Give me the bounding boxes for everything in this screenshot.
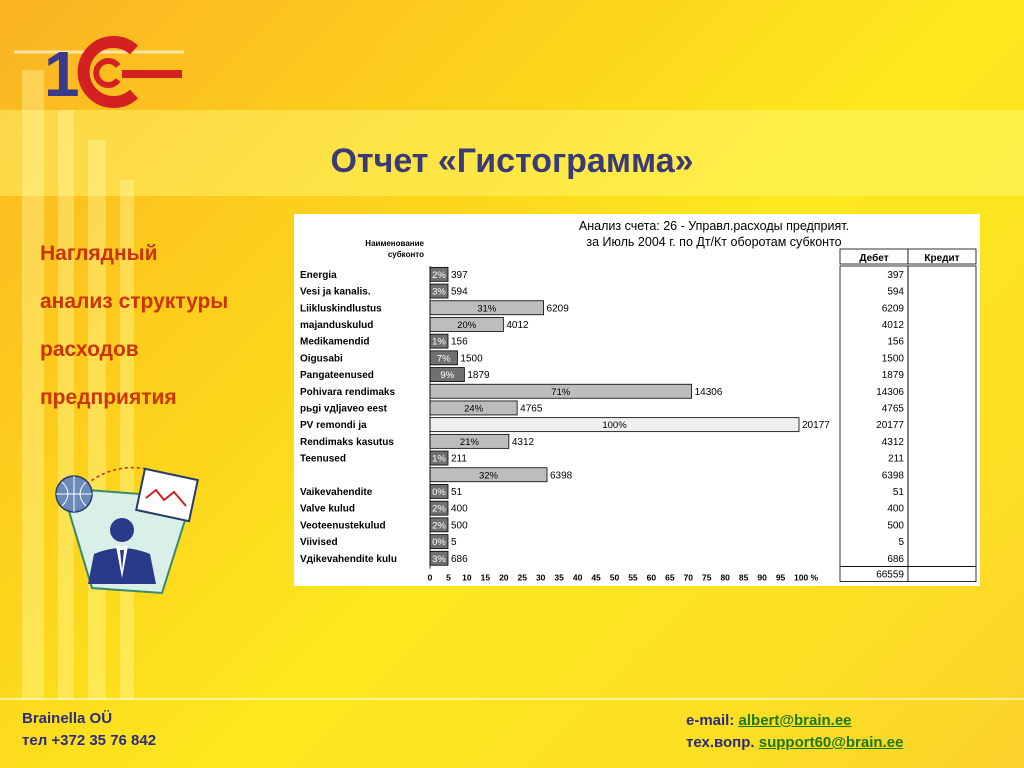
x-tick-label: 70 xyxy=(683,572,694,583)
debit-value: 20177 xyxy=(876,420,904,432)
category-label: Energia xyxy=(300,269,337,281)
debit-value: 4765 xyxy=(881,403,904,415)
value-label: 686 xyxy=(451,553,468,565)
debit-value: 6209 xyxy=(881,303,904,315)
value-label: 397 xyxy=(451,269,468,281)
credit-header: Кредит xyxy=(924,253,960,264)
description-line: анализ структуры xyxy=(40,290,229,313)
x-tick-label: 75 xyxy=(702,572,712,583)
debit-value: 51 xyxy=(892,486,904,498)
category-label: majanduskulud xyxy=(300,319,374,331)
category-label: Viivised xyxy=(300,537,338,549)
total-credit-cell xyxy=(908,567,976,582)
category-label: Teenused xyxy=(300,453,346,465)
footer-divider xyxy=(0,698,1024,700)
category-label: Valve kulud xyxy=(300,503,356,515)
value-label: 211 xyxy=(451,453,467,465)
x-tick-label: 95 xyxy=(775,572,786,583)
chart-subtitle: за Июль 2004 г. по Дт/Кт оборотам субконто xyxy=(586,235,842,249)
company-info xyxy=(22,708,156,752)
x-tick-label: 100 % xyxy=(794,572,819,583)
email-label: e-mail: xyxy=(686,712,735,729)
x-tick-label: 40 xyxy=(572,572,583,583)
value-label: 1879 xyxy=(467,370,490,382)
debit-value: 5 xyxy=(898,537,904,549)
row-header-line1: Наименование xyxy=(365,239,424,248)
value-label: 4312 xyxy=(511,436,535,448)
category-label: Vaikevahendite xyxy=(300,486,373,498)
debit-value: 211 xyxy=(888,453,904,465)
x-tick-label: 15 xyxy=(480,572,491,583)
percent-label: 1% xyxy=(432,453,446,465)
x-tick-label: 55 xyxy=(628,572,638,583)
percent-label: 31% xyxy=(477,303,497,315)
percent-label: 3% xyxy=(432,286,446,298)
value-label: 6209 xyxy=(546,303,569,315)
debit-value: 156 xyxy=(887,336,904,348)
debit-value: 4012 xyxy=(881,319,904,331)
percent-label: 71% xyxy=(551,386,571,398)
percent-label: 24% xyxy=(464,403,484,415)
value-label: 4765 xyxy=(520,403,543,415)
x-tick-label: 60 xyxy=(646,572,657,583)
percent-label: 20% xyxy=(457,319,477,331)
page-title: Отчет «Гистограмма» xyxy=(330,142,694,180)
x-tick-label: 50 xyxy=(609,572,620,583)
total-value: 66559 xyxy=(876,569,904,581)
1c-logo xyxy=(14,30,184,110)
percent-label: 32% xyxy=(478,470,499,482)
percent-label: 0% xyxy=(432,537,446,549)
description-line: Наглядный xyxy=(40,242,158,265)
x-tick-label: 20 xyxy=(499,572,509,583)
company-phone: тел +372 35 76 842 xyxy=(22,732,157,749)
support-label: тех.вопр. xyxy=(686,734,755,751)
value-label: 4012 xyxy=(506,319,529,331)
debit-header: Дебет xyxy=(859,253,889,264)
x-tick-label: 90 xyxy=(757,572,767,583)
histogram-chart xyxy=(294,214,980,586)
email-link[interactable]: albert@brain.ee xyxy=(738,712,852,729)
debit-value: 594 xyxy=(887,286,904,298)
percent-label: 2% xyxy=(432,269,446,281)
category-label: Vesi ja kanalis. xyxy=(300,286,371,298)
x-tick-label: 35 xyxy=(554,572,564,583)
percent-label: 100% xyxy=(602,420,627,432)
x-tick-label: 45 xyxy=(591,572,601,583)
category-label: Vдikevahendite kulu xyxy=(300,553,397,565)
businessman-clipart xyxy=(52,458,202,598)
percent-label: 2% xyxy=(432,503,446,515)
value-label: 20177 xyxy=(802,420,830,432)
x-tick-label: 25 xyxy=(517,572,527,583)
x-tick-label: 0 xyxy=(427,572,433,583)
percent-label: 2% xyxy=(432,520,446,532)
category-label: Liikluskindlustus xyxy=(300,303,382,315)
category-label: рьgi vдljaveo eest xyxy=(300,403,387,415)
percent-label: 7% xyxy=(436,353,451,365)
table-grid xyxy=(840,249,976,582)
debit-value: 4312 xyxy=(881,436,904,448)
logo-digit: 1 xyxy=(44,38,80,110)
company-name: Brainella OÜ xyxy=(22,710,113,727)
category-label: Pangateenused xyxy=(300,370,374,382)
debit-value: 686 xyxy=(887,553,904,565)
debit-value: 1879 xyxy=(881,370,904,382)
percent-label: 3% xyxy=(432,553,446,565)
value-label: 6398 xyxy=(550,470,573,482)
percent-label: 9% xyxy=(440,370,455,382)
histogram-report xyxy=(294,214,980,586)
x-tick-label: 65 xyxy=(665,572,675,583)
debit-value: 397 xyxy=(887,269,904,281)
debit-value: 1500 xyxy=(881,353,904,365)
value-label: 594 xyxy=(451,286,468,298)
chart-rows xyxy=(300,267,904,565)
value-label: 5 xyxy=(451,537,457,549)
percent-label: 21% xyxy=(459,436,479,448)
debit-value: 500 xyxy=(887,520,904,532)
contact-info xyxy=(686,710,903,754)
category-label: Pohivara rendimaks xyxy=(300,386,396,398)
x-tick-label: 5 xyxy=(446,572,451,583)
value-label: 500 xyxy=(451,520,468,532)
x-tick-label: 10 xyxy=(462,572,472,583)
x-tick-label: 30 xyxy=(535,572,546,583)
value-label: 400 xyxy=(451,503,468,515)
category-label: Oigusabi xyxy=(300,353,343,365)
credit-column xyxy=(908,266,976,567)
category-label: PV remondi ja xyxy=(300,420,367,432)
description-line: расходов xyxy=(40,338,139,361)
value-label: 51 xyxy=(451,486,463,498)
percent-label: 1% xyxy=(432,336,446,348)
chart-title: Анализ счета: 26 - Управл.расходы предприят. xyxy=(578,219,850,233)
description-line: предприятия xyxy=(40,386,177,409)
percent-label: 0% xyxy=(432,486,446,498)
value-label: 14306 xyxy=(694,386,723,398)
value-label: 1500 xyxy=(460,353,483,365)
category-label: Veoteenustekulud xyxy=(300,520,386,532)
support-link[interactable]: support60@brain.ee xyxy=(758,734,904,751)
category-label: Medikamendid xyxy=(300,336,370,348)
debit-value: 400 xyxy=(887,503,904,515)
row-header-line2: субконто xyxy=(387,250,424,259)
debit-value: 6398 xyxy=(881,470,904,482)
x-tick-label: 85 xyxy=(738,572,749,583)
debit-value: 14306 xyxy=(876,386,904,398)
value-label: 156 xyxy=(451,336,468,348)
category-label: Rendimaks kasutus xyxy=(300,436,394,448)
description-text xyxy=(40,230,290,422)
x-tick-label: 80 xyxy=(720,572,730,583)
